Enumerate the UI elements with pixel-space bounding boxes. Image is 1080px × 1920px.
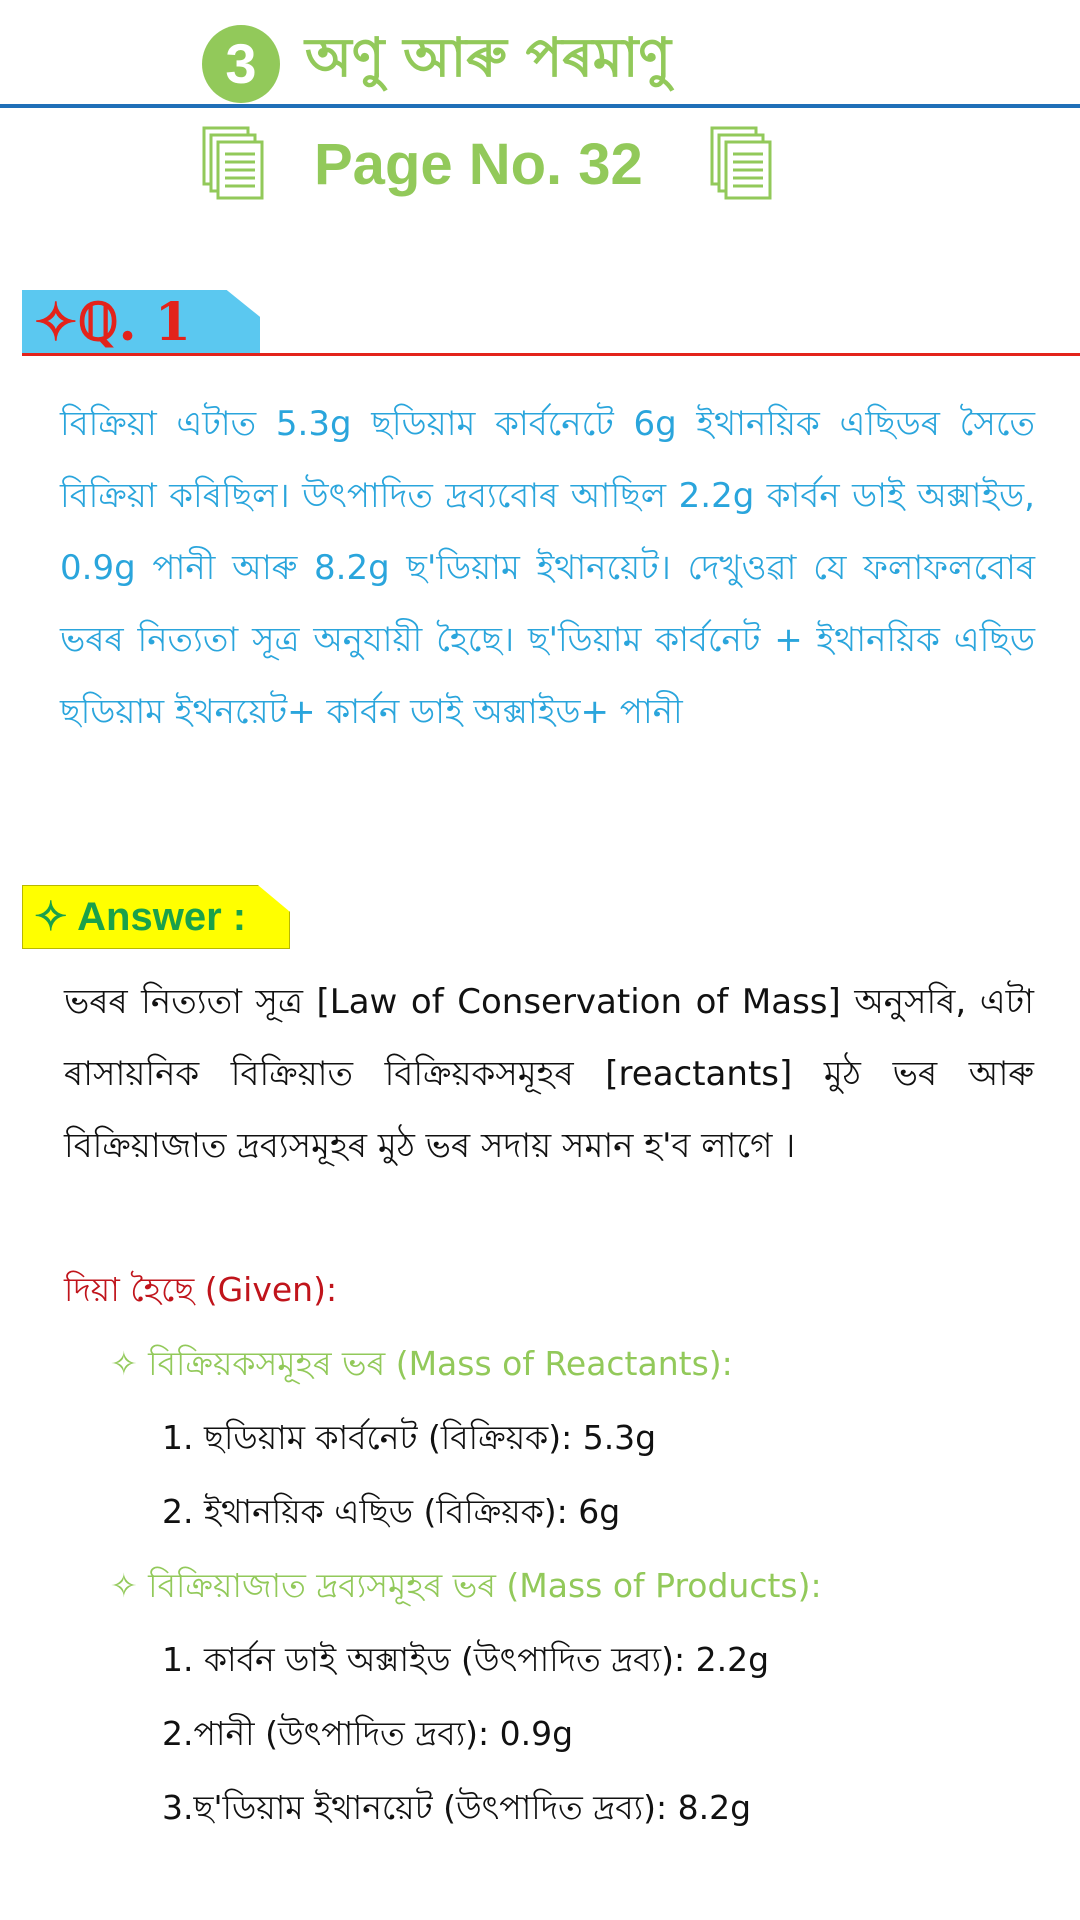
chapter-title: অণু আৰু পৰমাণু (305, 26, 672, 89)
product-item: 2.পানী (উৎপাদিত দ্ৰব্য): 0.9g (162, 1714, 574, 1753)
reactants-heading: ✧ বিক্রিয়কসমূহৰ ভৰ (Mass of Reactants): (110, 1344, 733, 1383)
answer-intro: ভৰৰ নিত্যতা সূত্ৰ [Law of Conservation of Mass] অনুসৰি, এটা ৰাসায়নিক বিক্ৰিয়াত বিক্রিয়কসমূহৰ [reactants] মুঠ ভৰ আৰু বিক্ৰিয়াজাত দ্রব্যসমূহৰ মুঠ ভৰ সদায় সমান হ'ব লাগে । (64, 982, 1034, 1166)
header-divider (0, 104, 1080, 108)
question-label: ✧ℚ. 1 (34, 292, 191, 353)
document-stack-icon (710, 126, 772, 202)
given-label: দিয়া হৈছে (Given): (64, 1270, 338, 1309)
page-number-label: Page No. 32 (314, 132, 643, 197)
product-item: 3.ছ'ডিয়াম ইথানয়েট (উৎপাদিত দ্ৰব্য): 8.2g (162, 1788, 752, 1827)
chapter-header (0, 0, 1080, 110)
products-heading: ✧ বিক্রিয়াজাত দ্রব্যসমূহৰ ভৰ (Mass of Products): (110, 1566, 822, 1605)
answer-label: ✧ Answer : (34, 895, 247, 939)
question-divider (22, 353, 1080, 356)
document-stack-icon (202, 126, 264, 202)
reactant-item: 1. ছডিয়াম কাৰ্বনেট (বিক্রিয়ক): 5.3g (162, 1418, 657, 1457)
chapter-number-badge: 3 (202, 25, 280, 103)
reactant-item: 2. ইথানয়িক এছিড (বিক্রিয়ক): 6g (162, 1492, 621, 1531)
product-item: 1. কাৰ্বন ডাই অক্সাইড (উৎপাদিত দ্ৰব্য): 2.2g (162, 1640, 770, 1679)
question-text: বিক্রিয়া এটাত 5.3g ছডিয়াম কাৰ্বনেটে 6g ইথানয়িক এছিডৰ সৈতে বিক্রিয়া কৰিছিল। উৎপাদিত দ্ৰব্যবোৰ আছিল 2.2g কাৰ্বন ডাই অক্সাইড, 0.9g পানী আৰু 8.2g ছ'ডিয়াম ইথানয়েট। দেখুওৱা যে ফলাফলবোৰ ভৰৰ নিত্যতা সূত্ৰ অনুযায়ী হৈছে। ছ'ডিয়াম কাৰ্বনেট + ইথানয়িক এছিড ছডিয়াম ইথনয়েট+ কাৰ্বন ডাই অক্সাইড+ পানী (60, 404, 1035, 732)
page-number-row (0, 118, 1080, 218)
